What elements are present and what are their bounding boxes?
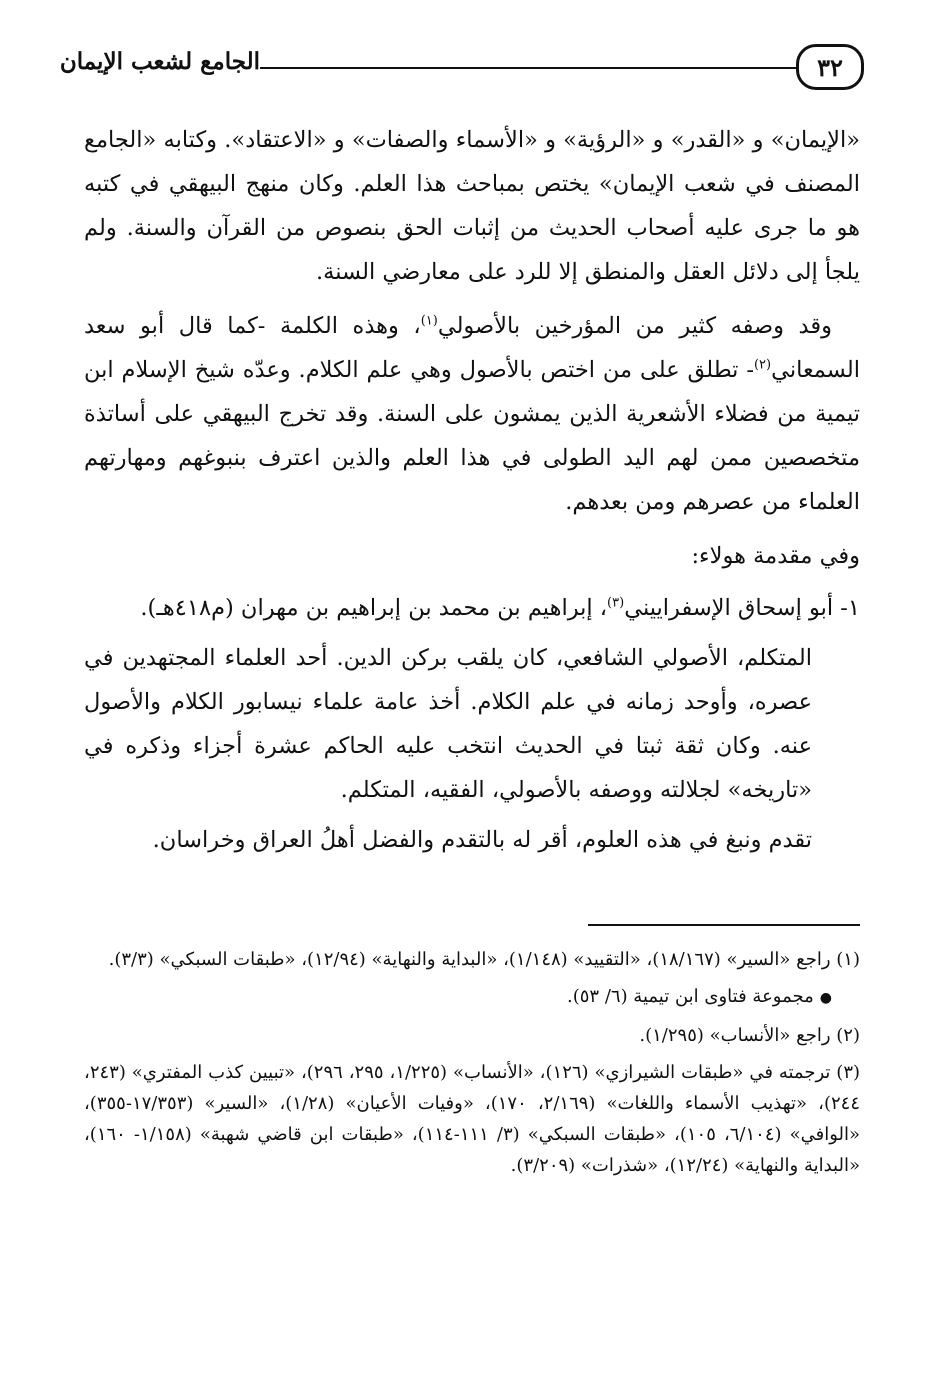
page-number: ٣٢ [796,44,864,90]
paragraph-2-part-a: وقد وصفه كثير من المؤرخين بالأصولي [437,313,832,339]
header-rule [260,67,796,69]
paragraph-3: وفي مقدمة هولاء: [691,543,860,569]
footnote-ref-3: (٣) [607,595,625,611]
paragraph-2 [84,304,860,524]
footnote-rule [588,924,860,926]
footnote-ref-1: (١) [420,313,438,329]
footnote-1-extra-text: مجموعة فتاوى ابن تيمية (٦/ ٥٣). [567,986,814,1007]
footnote-3: (٣) ترجمته في «طبقات الشيرازي» (١٢٦)، «الأنساب» (١/٢٢٥، ٢٩٥، ٢٩٦)، «تبيين كذب المفتري» (٢٤٣، ٢٤٤)، «تهذيب الأسماء واللغات» (٢/١٦٩، ١٧٠)، «وفيات الأعيان» (١/٢٨)، «السير» (١٧/٣٥٣-٣٥٥)، «الوافي» (٦/١٠٤، ١٠٥)، «طبقات السبكي» (٣/ ١١١-١١٤)، «طبقات ابن قاضي شهبة» (١/١٥٨- ١٦٠)، «البداية والنهاية» (١٢/٢٤)، «شذرات» (٣/٢٠٩). [84,1062,861,1176]
entry-1-heading [84,586,860,630]
entry-1-lineage: ، إبراهيم بن محمد بن إبراهيم بن مهران (م٤١٨هـ). [140,595,608,621]
footnote-2: (٢) راجع «الأنساب» (١/٢٩٥). [639,1025,860,1046]
footnote-1-extra [84,981,832,1014]
page-header [59,40,864,102]
paragraph-2-part-b: ، وهذه الكلمة -كما قال أبو سعد السمعاني [84,313,860,383]
footnotes [84,944,860,1187]
footnote-ref-2: (٢) [753,357,772,373]
running-title: الجامع لشعب الإيمان [59,48,260,75]
entry-1-name: ١- أبو إسحاق الإسفراييني [624,595,860,621]
entry-1-closing: تقدم ونبغ في هذه العلوم، أقر له بالتقدم والفضل أهلُ العراق وخراسان. [152,827,812,853]
footnote-1: (١) راجع «السير» (١٨/١٦٧)، «التقييد» (١/١٤٨)، «البداية والنهاية» (١٢/٩٤)، «طبقات السبكي» (٣/٣). [108,949,860,970]
main-text [84,118,860,862]
bullet-icon: ● [819,990,832,1006]
paragraph-1: «الإيمان» و «القدر» و «الرؤية» و «الأسماء والصفات» و «الاعتقاد». وكتابه «الجامع المصنف في شعب الإيمان» يختص بمباحث هذا العلم. وكان منهج البيهقي في كتبه هو ما جرى عليه أصحاب الحديث من إثبات الحق بنصوص من القرآن والسنة. ولم يلجأ إلى دلائل العقل والمنطق إلا للرد على معارضي السنة. [84,127,860,285]
entry-1-description: المتكلم، الأصولي الشافعي، كان يلقب بركن الدين. أحد العلماء المجتهدين في عصره، وأوحد زمانه في علم الكلام. أخذ عامة علماء نيسابور الكلام والأصول عنه. وكان ثقة ثبتا في الحديث انتخب عليه الحاكم عشرة أجزاء وذكره في «تاريخه» لجلالته ووصفه بالأصولي، الفقيه، المتكلم. [84,645,812,803]
paragraph-2-part-c: - تطلق على من اختص بالأصول وهي علم الكلام. وعدّه شيخ الإسلام ابن تيمية من فضلاء الأشعرية الذين يمشون على السنة. وقد تخرج البيهقي على أساتذة متخصصين ممن لهم اليد الطولى في هذا العلم والذين اعترف بنبوغهم ومهارتهم العلماء من عصرهم ومن بعدهم. [84,357,860,515]
